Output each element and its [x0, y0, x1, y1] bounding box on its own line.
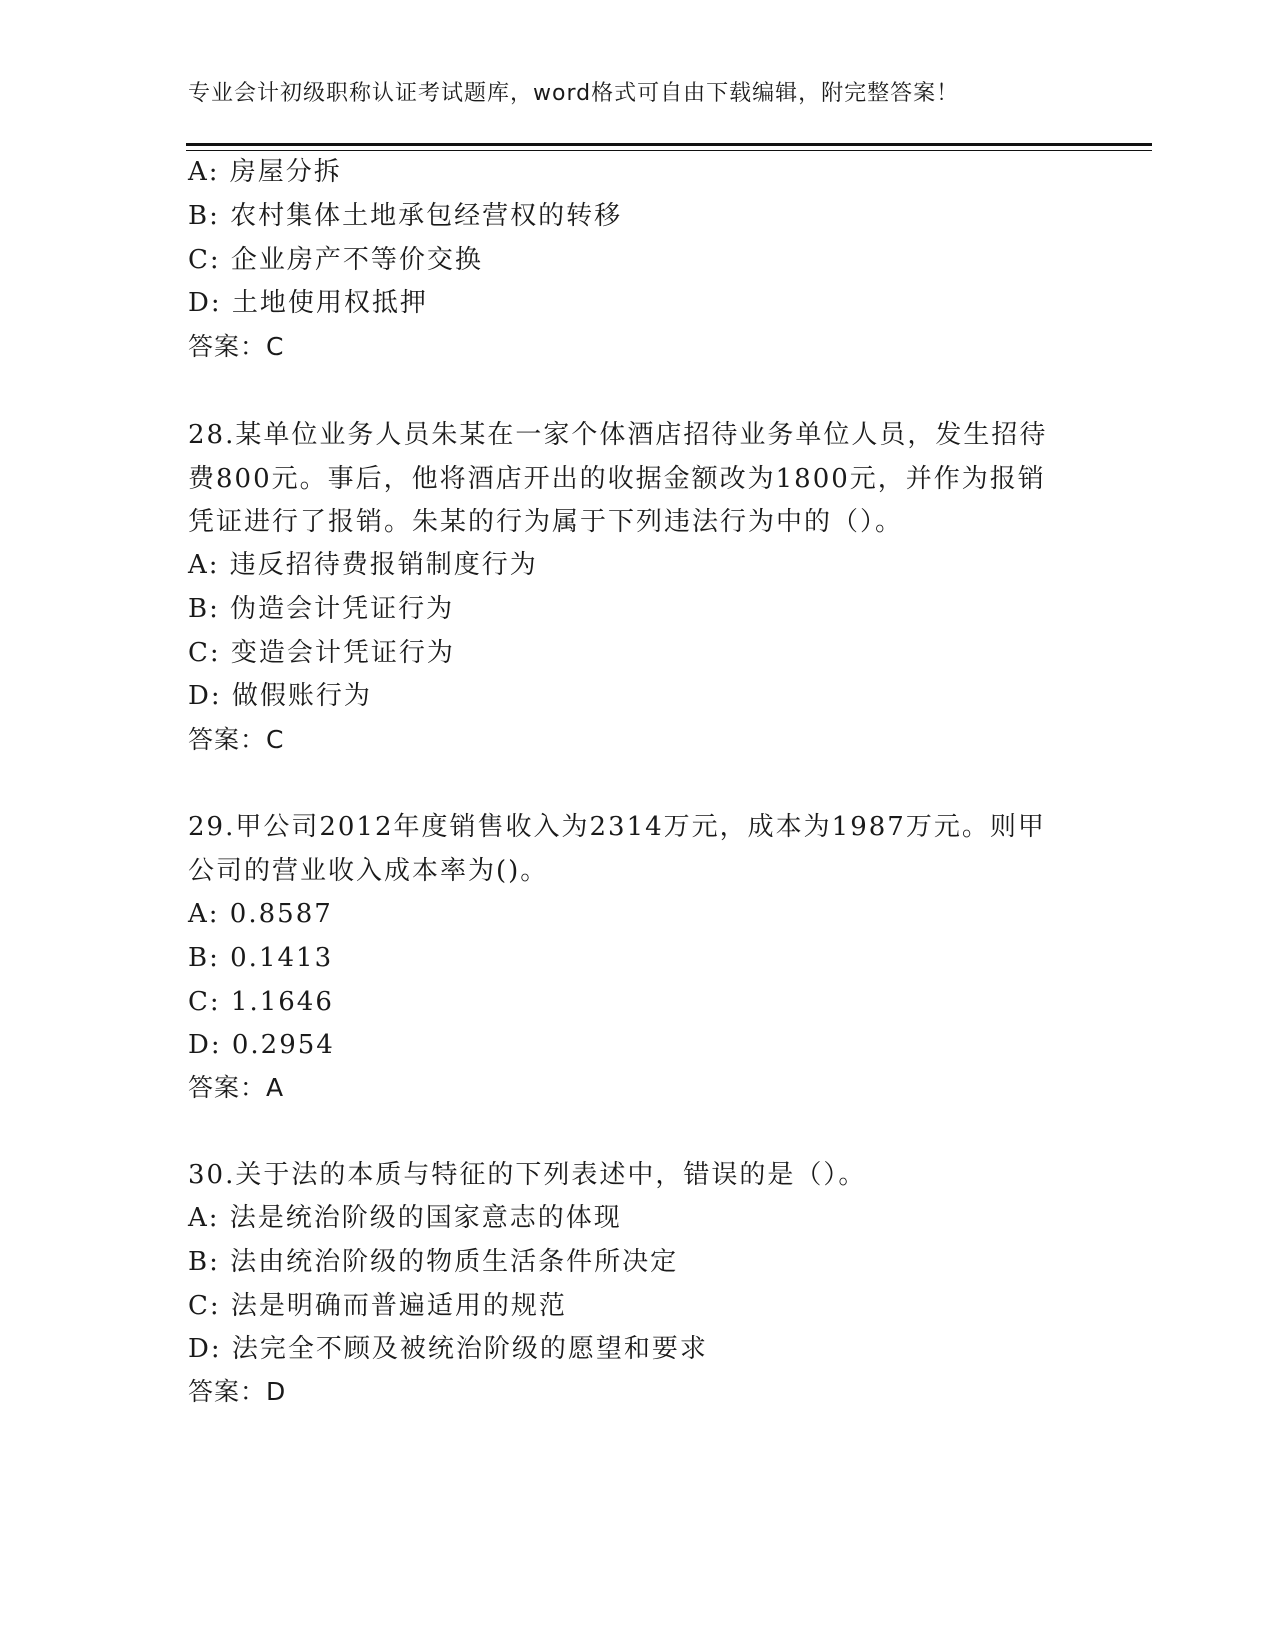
- q29-option-c: C: 1.1646: [188, 987, 334, 1017]
- q28-option-d: D: 做假账行为: [188, 681, 372, 711]
- q29-option-d: D: 0.2954: [188, 1030, 335, 1060]
- q27-option-c: C: 企业房产不等价交换: [188, 245, 483, 275]
- q28-option-a: A: 违反招待费报销制度行为: [188, 550, 538, 580]
- q27-answer: 答案：C: [188, 332, 285, 361]
- q28-option-c: C: 变造会计凭证行为: [188, 638, 455, 668]
- q29-option-b: B: 0.1413: [188, 943, 334, 973]
- header-rule-thin: [186, 150, 1152, 151]
- q30-option-c: C: 法是明确而普遍适用的规范: [188, 1291, 567, 1321]
- q29-stem-line-1: 29.甲公司2012年度销售收入为2314万元，成本为1987万元。则甲: [188, 812, 1046, 842]
- q30-option-b: B: 法由统治阶级的物质生活条件所决定: [188, 1247, 679, 1277]
- q30-option-d: D: 法完全不顾及被统治阶级的愿望和要求: [188, 1334, 708, 1364]
- page-header: 专业会计初级职称认证考试题库，word格式可自由下载编辑，附完整答案！: [188, 81, 960, 106]
- q30-stem-line-1: 30.关于法的本质与特征的下列表述中，错误的是（）。: [188, 1160, 867, 1190]
- q27-option-a: A: 房屋分拆: [188, 157, 342, 187]
- q28-stem-line-2: 费800元。事后，他将酒店开出的收据金额改为1800元，并作为报销: [188, 464, 1046, 494]
- q28-stem-line-1: 28.某单位业务人员朱某在一家个体酒店招待业务单位人员，发生招待: [188, 420, 1048, 450]
- header-rule-thick: [186, 143, 1152, 146]
- q30-answer: 答案：D: [188, 1377, 287, 1406]
- q27-option-d: D: 土地使用权抵押: [188, 288, 428, 318]
- q30-option-a: A: 法是统治阶级的国家意志的体现: [188, 1203, 622, 1233]
- q27-option-b: B: 农村集体土地承包经营权的转移: [188, 201, 623, 231]
- q29-option-a: A: 0.8587: [188, 899, 333, 929]
- q28-stem-line-3: 凭证进行了报销。朱某的行为属于下列违法行为中的（）。: [188, 507, 904, 537]
- q28-answer: 答案：C: [188, 725, 285, 754]
- q29-stem-line-2: 公司的营业收入成本率为()。: [188, 856, 549, 886]
- q28-option-b: B: 伪造会计凭证行为: [188, 594, 455, 624]
- q29-answer: 答案：A: [188, 1073, 285, 1102]
